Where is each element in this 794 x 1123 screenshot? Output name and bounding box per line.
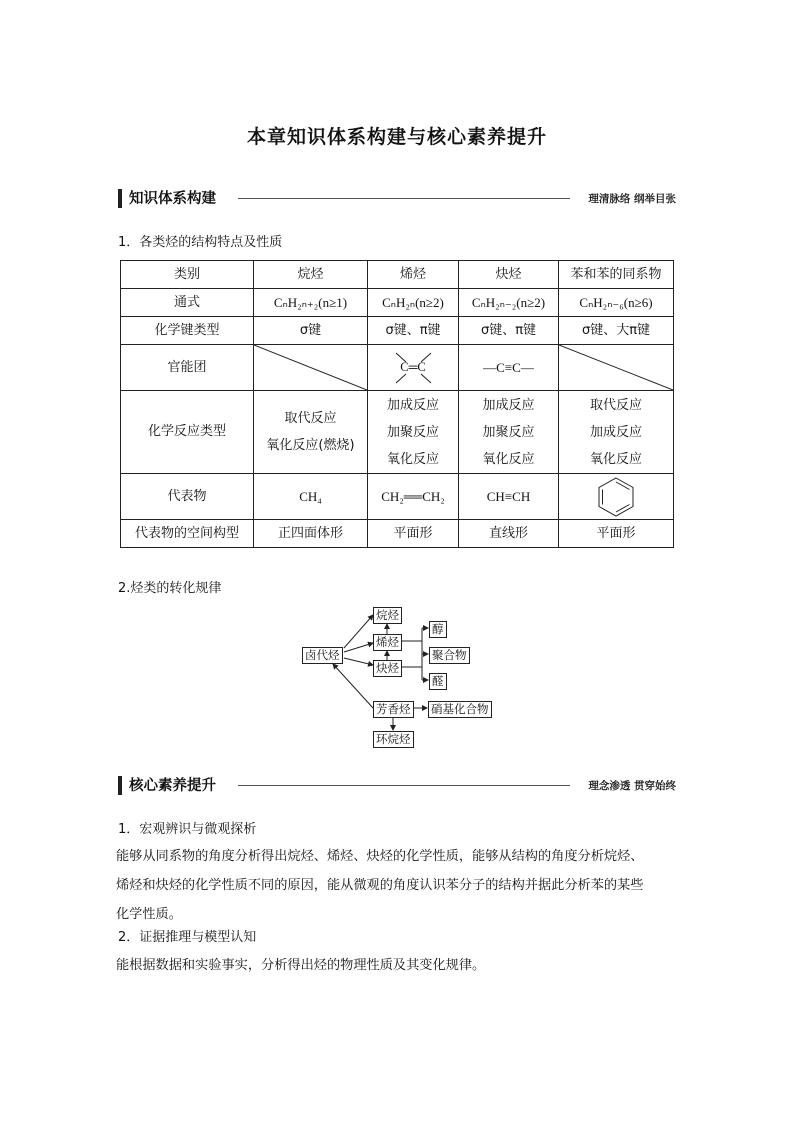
reaction-item: 加聚反应 xyxy=(482,424,535,440)
alkyne-group-cell: —C≡C— xyxy=(459,345,559,391)
page-title: 本章知识体系构建与核心素养提升 xyxy=(246,126,547,148)
diagonal-cell xyxy=(559,345,674,391)
node-aromatic: 芳香烃 xyxy=(373,701,414,718)
table-row xyxy=(121,391,674,474)
node-alkyne: 炔烃 xyxy=(373,660,402,677)
node-nitro-compound: 硝基化合物 xyxy=(428,701,492,718)
section-rule xyxy=(238,198,570,199)
node-alcohol: 醇 xyxy=(429,621,447,638)
section-header-knowledge xyxy=(118,188,676,210)
reaction-item: 氧化反应 xyxy=(482,451,535,467)
paragraph-line: 烯烃和炔烃的化学性质不同的原因，能从微观的角度认识苯分子的结构并据此分析苯的某些 xyxy=(116,878,644,893)
diagonal-line xyxy=(559,345,673,390)
table-cell: CₙH₂ₙ(n≥2) xyxy=(368,289,459,317)
reaction-item: 氧化反应 xyxy=(589,451,642,467)
table-cell: σ键、π键 xyxy=(368,317,459,345)
table-cell: CₙH₂ₙ₋₂(n≥2) xyxy=(459,289,559,317)
table-cell: σ键、大π键 xyxy=(559,317,674,345)
hydrocarbon-table xyxy=(120,260,674,548)
paragraph-line: 能够从同系物的角度分析得出烷烃、烯烃、炔烃的化学性质，能够从结构的角度分析烷烃、 xyxy=(116,849,644,864)
row-label: 化学反应类型 xyxy=(121,391,254,474)
reaction-item: 加聚反应 xyxy=(386,424,439,440)
core-item-paragraph xyxy=(116,951,681,980)
table-header-cell: 烷烃 xyxy=(254,261,368,289)
core-item-title: 2．证据推理与模型认知 xyxy=(118,930,257,945)
section-header-core-literacy xyxy=(118,775,676,797)
section-bar xyxy=(118,776,122,795)
core-item-title: 1．宏观辨识与微观探析 xyxy=(118,822,257,837)
node-alkane: 烷烃 xyxy=(373,607,402,624)
section-slogan: 理念渗透 贯穿始终 xyxy=(588,780,676,792)
table-row xyxy=(121,520,674,548)
table-row xyxy=(121,289,674,317)
table-cell: σ键 xyxy=(254,317,368,345)
table-cell: 直线形 xyxy=(459,520,559,548)
reaction-item: 加成反应 xyxy=(482,397,535,413)
heading-conversion-rules: 2.烃类的转化规律 xyxy=(118,581,222,596)
reaction-item: 取代反应 xyxy=(284,411,337,426)
row-label: 官能团 xyxy=(121,345,254,391)
section-label: 核心素养提升 xyxy=(129,778,216,794)
section-label: 知识体系构建 xyxy=(129,191,216,207)
reaction-item: 加成反应 xyxy=(386,397,439,413)
core-item-paragraph xyxy=(116,842,681,929)
table-row xyxy=(121,474,674,520)
table-row xyxy=(121,317,674,345)
node-aldehyde: 醛 xyxy=(429,673,447,690)
section-bar xyxy=(118,189,122,208)
table-cell: 正四面体形 xyxy=(254,520,368,548)
alkene-group-cell xyxy=(368,345,459,391)
alkene-group-text: C═C xyxy=(400,360,426,374)
reaction-item: 加成反应 xyxy=(589,424,642,440)
table-row xyxy=(121,261,674,289)
row-label: 通式 xyxy=(121,289,254,317)
table-cell: CₙH₂ₙ₊₂(n≥1) xyxy=(254,289,368,317)
table-cell xyxy=(368,391,459,474)
table-cell: CH₄ xyxy=(254,474,368,520)
benzene-ring-icon xyxy=(594,475,638,519)
heading-hydrocarbon-properties: 1．各类烃的结构特点及性质 xyxy=(118,235,283,250)
reaction-item: 取代反应 xyxy=(589,397,642,413)
table-cell xyxy=(254,391,368,474)
node-cycloalkane: 环烷烃 xyxy=(373,731,414,748)
paragraph-line: 能根据数据和实验事实，分析得出烃的物理性质及其变化规律。 xyxy=(116,958,486,973)
reaction-item: 氧化反应 xyxy=(386,451,439,467)
table-header-cell: 烯烃 xyxy=(368,261,459,289)
diagonal-cell xyxy=(254,345,368,391)
table-row xyxy=(121,345,674,391)
table-header-cell: 类别 xyxy=(121,261,254,289)
table-cell: 平面形 xyxy=(559,520,674,548)
diagonal-line xyxy=(254,345,367,390)
node-alkene: 烯烃 xyxy=(373,634,402,651)
conversion-flowchart xyxy=(300,604,500,752)
paragraph-line: 化学性质。 xyxy=(116,907,182,922)
table-header-cell: 炔烃 xyxy=(459,261,559,289)
table-cell: CH≡CH xyxy=(459,474,559,520)
row-label: 代表物 xyxy=(121,474,254,520)
reaction-item: 氧化反应(燃烧) xyxy=(266,438,355,453)
benzene-structure-cell xyxy=(559,474,674,520)
row-label: 代表物的空间构型 xyxy=(121,520,254,548)
table-cell xyxy=(559,391,674,474)
node-haloalkane: 卤代烃 xyxy=(302,647,343,664)
table-cell: σ键、π键 xyxy=(459,317,559,345)
node-polymer: 聚合物 xyxy=(429,647,470,664)
table-cell: 平面形 xyxy=(368,520,459,548)
table-cell: CₙH₂ₙ₋₆(n≥6) xyxy=(559,289,674,317)
table-header-cell: 苯和苯的同系物 xyxy=(559,261,674,289)
table-cell xyxy=(459,391,559,474)
row-label: 化学键类型 xyxy=(121,317,254,345)
flowchart-arrows xyxy=(300,604,500,752)
section-slogan: 理清脉络 纲举目张 xyxy=(588,193,676,205)
table-cell: CH₂══CH₂ xyxy=(368,474,459,520)
section-rule xyxy=(238,785,570,786)
